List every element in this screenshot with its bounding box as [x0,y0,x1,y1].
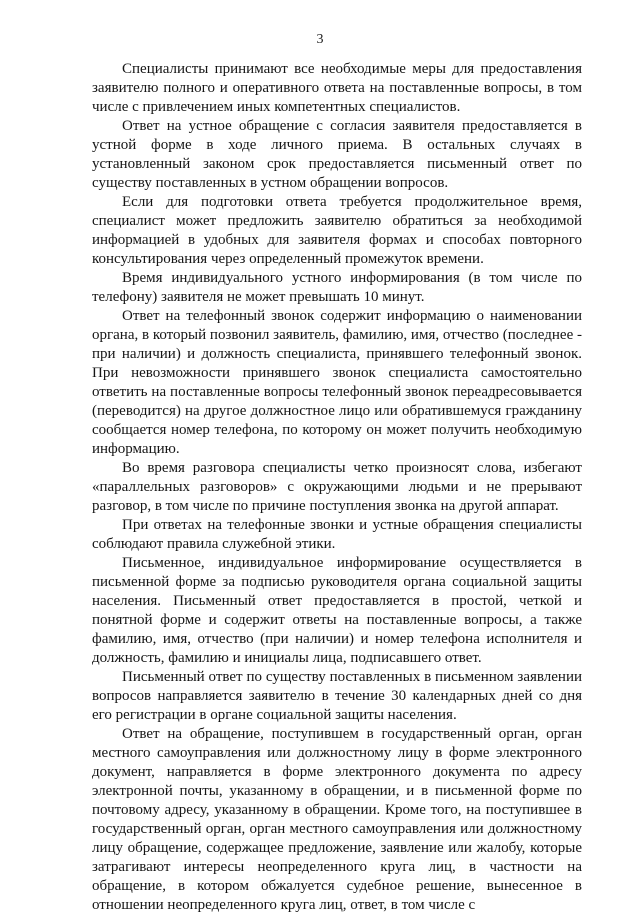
page-number: 3 [316,32,324,47]
paragraph-written-response-deadline: Письменный ответ по существу поставленных в письменном заявлении вопросов направляется заявителю в течение 30 календарных дней со дня его регистрации в органе социальной защиты населения. [92,669,582,723]
paragraph-specialists-measures: Специалисты принимают все необходимые меры для предоставления заявителю полного и оперативного ответа на поставленные вопросы, в том числе с привлечением иных компетентных специалистов. [92,61,582,115]
paragraph-prolonged-preparation: Если для подготовки ответа требуется продолжительное время, специалист может предложить заявителю обратиться за необходимой информацией в удобных для заявителя формах и способах повторного консультирования через определенный промежуток времени. [92,194,582,267]
paragraph-oral-appeal-response: Ответ на устное обращение с согласия заявителя предоставляется в устной форме в ходе личного приема. В остальных случаях в установленный законом срок предоставляется письменный ответ по существу поставленных в устном обращении вопросов. [92,118,582,191]
paragraph-service-ethics: При ответах на телефонные звонки и устные обращения специалисты соблюдают правила служебной этики. [92,517,582,552]
paragraph-phone-call-response: Ответ на телефонный звонок содержит информацию о наименовании органа, в который позвонил заявитель, фамилию, имя, отчество (последнее - при наличии) и должность специалиста, принявшего телефонный звонок. При невозможности принявшего звонок специалиста самостоятельно ответить на поставленные вопросы телефонный звонок переадресовывается (переводится) на другое должностное лицо или обратившемуся гражданину сообщается номер телефона, по которому он может получить необходимую информацию. [92,308,582,457]
paragraph-oral-info-time-limit: Время индивидуального устного информирования (в том числе по телефону) заявителя не может превышать 10 минут. [92,270,582,305]
paragraph-electronic-response: Ответ на обращение, поступившем в государственный орган, орган местного самоуправления или должностному лицу в форме электронного документ, направляется в форме электронного документа по адресу электронной почты, указанному в обращении, и в письменной форме по почтовому адресу, указанному в обращении. Кроме того, на поступившее в государственный орган, орган местного самоуправления или должностному лицу обращение, содержащее предложение, заявление или жалобу, которые затрагивают интересы неопределенного круга лиц, в частности на обращение, в котором обжалуется судебное решение, вынесенное в отношении неопределенного круга лиц, ответ, в том числе с [92,726,582,913]
paragraph-conversation-rules: Во время разговора специалисты четко произносят слова, избегают «параллельных разговоров» с окружающими людьми и не прерывают разговор, в том числе по причине поступления звонка на другой аппарат. [92,460,582,514]
paragraph-written-informing: Письменное, индивидуальное информирование осуществляется в письменной форме за подписью руководителя органа социальной защиты населения. Письменный ответ предоставляется в простой, четкой и понятной форме и содержит ответы на поставленные вопросы, а также фамилию, имя, отчество (при наличии) и номер телефона исполнителя и должность, фамилию и инициалы лица, подписавшего ответ. [92,555,582,666]
document-body [92,60,582,915]
